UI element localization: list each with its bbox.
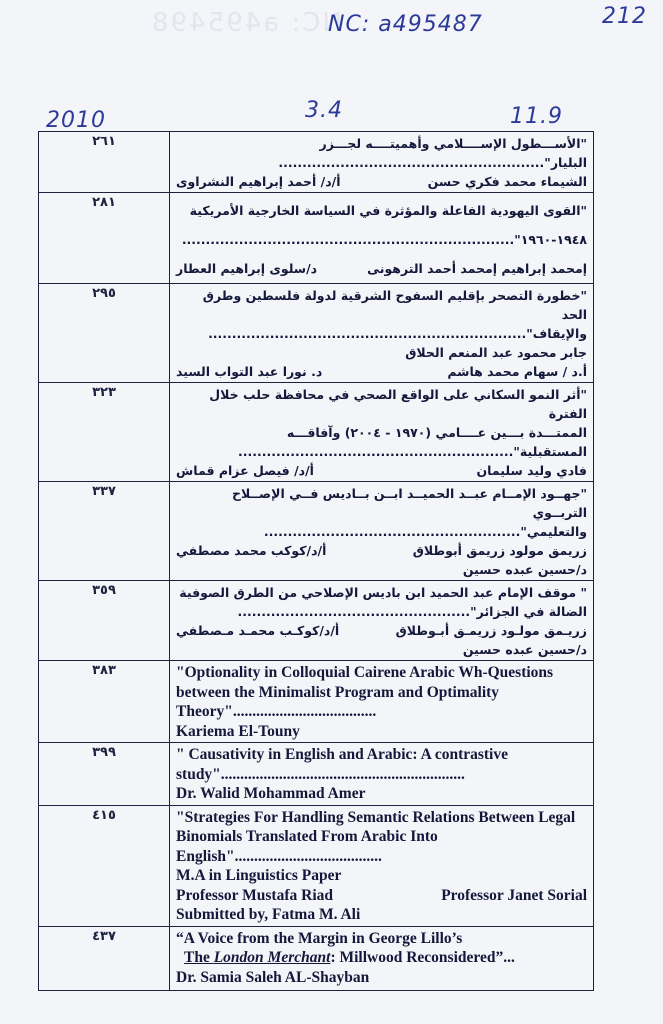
entry-cell xyxy=(170,926,594,990)
entry-authors: Professor Mustafa Riad Professor Janet Sorial xyxy=(176,886,587,904)
table-row xyxy=(39,193,594,284)
entry-title-line: البليار"........................................................ xyxy=(278,155,587,170)
table-row xyxy=(39,743,594,806)
entry-cell xyxy=(170,743,594,806)
entry-title-line: "الأســـطول الإســــلامي وأهميتــــه لجـــزر xyxy=(319,136,587,151)
entry-author-line: Dr. Walid Mohammad Amer xyxy=(176,785,366,802)
page-number-cell: ٣٢٣ xyxy=(39,383,170,482)
page-number-cell: ٣٣٧ xyxy=(39,482,170,581)
entry-title: "Strategies For Handling Semantic Relations Between Legal Binomials Translated From Arabic Into English"...................................... xyxy=(176,808,576,865)
entry-title-line: والتعليمي"...................................................... xyxy=(263,524,587,539)
table-row xyxy=(39,581,594,661)
page-number-cell: ٤٣٧ xyxy=(39,926,170,990)
table-row xyxy=(39,284,594,383)
entry-authors: فادي وليد سليمان أ/د/ فيصل عزام قماش xyxy=(176,463,587,478)
table-row xyxy=(39,132,594,193)
entry-title-line: " موقف الإمام عبد الحميد ابن باديس الإصلاحي من الطرق الصوفية xyxy=(179,585,587,600)
entry-cell xyxy=(170,581,594,661)
table-row xyxy=(39,482,594,581)
page-number-cell: ٢٦١ xyxy=(39,132,170,193)
entry-title-line: ١٩٤٨-١٩٦٠"...................................................................... xyxy=(181,232,587,247)
entry-authors: أ.د / سهام محمد هاشم د. نورا عبد التواب السيد xyxy=(176,364,587,379)
entry-cell xyxy=(170,193,594,284)
entry-title-line: الممتـــدة بـــين عــــامي (١٩٧٠ - ٢٠٠٤) وآفاقـــه xyxy=(286,425,587,440)
entry-author-line: Dr. Samia Saleh AL-Shayban xyxy=(176,968,370,986)
page-number-cell: ٢٨١ xyxy=(39,193,170,284)
entry-cell xyxy=(170,661,594,743)
handwritten-issue: 3.4 xyxy=(305,98,343,123)
entry-cell xyxy=(170,805,594,926)
entry-title-line: "جهــود الإمــام عبــد الحميــد ابــن بــاديس فــي الإصــلاح التربــوي xyxy=(232,486,587,520)
entry-title-line: "القوى اليهودية الفاعلة والمؤثرة في السياسة الخارجية الأمريكية xyxy=(189,203,587,218)
entry-cell xyxy=(170,383,594,482)
entry-title-line: “A Voice from the Margin in George Lillo’s xyxy=(176,929,463,947)
table-row xyxy=(39,805,594,926)
page-number-cell: ٣٨٣ xyxy=(39,661,170,743)
table-row xyxy=(39,383,594,482)
handwritten-volume: 11.9 xyxy=(510,104,563,129)
entry-title-line: والإيقاف"................................................................... xyxy=(208,326,587,341)
entry-author-line: جابر محمود عبد المنعم الحلاق xyxy=(405,345,587,360)
page-number-cell: ٣٥٩ xyxy=(39,581,170,661)
page-number-cell: ٣٩٩ xyxy=(39,743,170,806)
table-row xyxy=(39,926,594,990)
entry-authors: زريـمق مولـود زريمـق أبـوطلاق أ/د/كوكـب محمـد مـصطفي xyxy=(176,623,587,638)
entry-submitted-by: Submitted by, Fatma M. Ali xyxy=(176,906,361,923)
entry-authors: إمحمد إبراهيم إمحمد أحمد الترهونى د/سلوى إبراهيم العطار xyxy=(176,261,587,276)
handwritten-page-number: 212 xyxy=(602,4,647,29)
entry-author-line: Kariema El-Touny xyxy=(176,722,300,740)
entry-title: "Optionality in Colloquial Cairene Arabic Wh-Questions between the Minimalist Program and Optimality Theory"..................................... xyxy=(176,664,554,720)
entry-cell xyxy=(170,482,594,581)
contents-table xyxy=(38,131,594,991)
entry-cell xyxy=(170,132,594,193)
entry-title: " Causativity in English and Arabic: A contrastive study"............................................................... xyxy=(176,746,508,783)
entry-title-line: "خطورة التصحر بإقليم السفوح الشرقية لدولة فلسطين وطرق الحد xyxy=(202,288,587,322)
entry-title-line: الضالة في الجزائر"................................................. xyxy=(237,604,587,619)
handwritten-year: 2010 xyxy=(46,108,106,133)
page-number-cell: ٢٩٥ xyxy=(39,284,170,383)
table-row xyxy=(39,661,594,743)
entry-authors: زريمق مولود زريمق أبوطلاق أ/د/كوكب محمد مصطفي xyxy=(176,543,587,558)
entry-title-line: The London Merchant: Millwood Reconsidered”... xyxy=(184,949,515,966)
bleed-through-text: NC: a495498 xyxy=(150,8,342,38)
entry-title-line: "أثر النمو السكاني على الواقع الصحي في محافظة حلب خلال الفترة xyxy=(209,387,587,421)
entry-title-line: المستقبلية".......................................................... xyxy=(238,444,587,459)
page-number-cell: ٤١٥ xyxy=(39,805,170,926)
entry-cell xyxy=(170,284,594,383)
entry-author-line: د/حسين عبده حسين xyxy=(462,562,587,577)
handwritten-call-number: NC: a495487 xyxy=(328,12,483,37)
entry-author-line: د/حسين عبده حسين xyxy=(462,642,587,657)
entry-authors: الشيماء محمد فكري حسن أ/د/ أحمد إبراهيم النشراوى xyxy=(176,174,587,189)
entry-note: M.A in Linguistics Paper xyxy=(176,867,342,884)
